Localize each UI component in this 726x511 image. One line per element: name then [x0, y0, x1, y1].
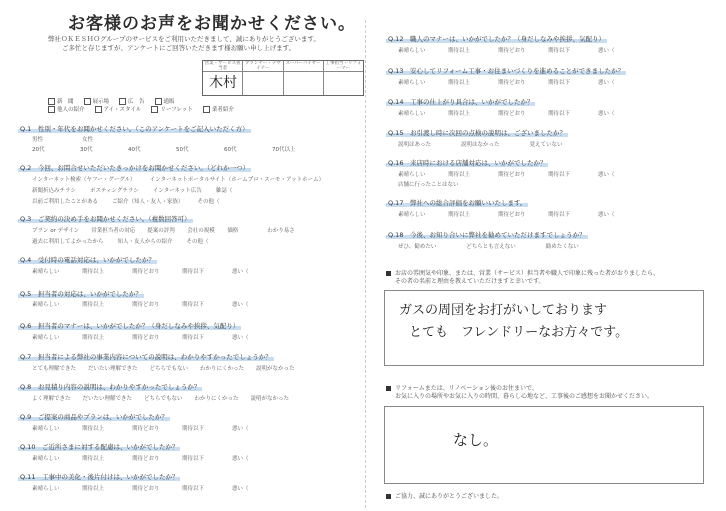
answer-row — [398, 109, 626, 117]
answer-option[interactable]: 悪い（ — [598, 111, 615, 117]
answer-option[interactable]: 期待以下 — [182, 302, 205, 308]
source-label: 新 聞 — [57, 99, 74, 105]
answer-option[interactable]: 価格 — [227, 228, 239, 234]
answer-option[interactable]: 勧めたくない — [545, 244, 579, 250]
answer-option[interactable]: 素晴らしい — [32, 456, 60, 462]
answer-option[interactable]: 期待以上 — [448, 80, 471, 86]
source-label: リーフレット — [160, 107, 193, 113]
answer-option[interactable]: わかり易さ — [267, 228, 295, 234]
label-text: お店の雰囲気や印象、または、営業（サービス）担当者や職人で印象に残った者がおりましたら、 — [395, 270, 660, 277]
staff-cell-planner[interactable] — [243, 61, 283, 95]
answer-row — [398, 242, 579, 250]
answer-row — [32, 364, 295, 372]
answer-option[interactable]: 説明はあった — [398, 142, 431, 148]
answer-row — [32, 333, 260, 341]
answer-option[interactable]: 期待以下 — [182, 269, 205, 275]
question-q4 — [18, 255, 157, 264]
question-text: Q.12 職人のマナーは、いかがでしたか？（身だしなみや挨拶、気配り） — [388, 35, 605, 43]
answer-option[interactable]: だいたい理解できた — [82, 396, 133, 402]
label-text: お気に入りの場所やお気に入りの時間、暮らし心地など、工事後のご感想をお聞かせください。 — [395, 393, 654, 400]
staff-cell-sales[interactable] — [203, 61, 243, 95]
checkbox-icon — [203, 106, 210, 113]
answer-option[interactable]: 雑誌（ — [215, 188, 233, 194]
question-q13 — [386, 66, 626, 75]
answer-option[interactable]: 素晴らしい — [398, 212, 426, 218]
answer-option[interactable]: わかりにくかった — [199, 366, 244, 372]
handwritten-comment: なし。 — [453, 431, 499, 449]
question-q6 — [18, 321, 241, 330]
answer-option[interactable]: 素晴らしい — [398, 48, 426, 54]
answer-row — [32, 175, 324, 183]
answer-row — [32, 186, 244, 194]
answer-option[interactable]: 素晴らしい — [398, 80, 426, 86]
comment1-box[interactable] — [384, 290, 704, 366]
label-text: リフォームまたは、リノベーション後のお住まいで、 — [395, 385, 538, 392]
answer-option[interactable]: 新聞折込みチラシ — [32, 188, 77, 194]
handwritten-line-1: ガスの周団をお打がいしております — [399, 303, 608, 318]
answer-option[interactable]: どちらでもない — [149, 366, 188, 372]
answer-option[interactable]: プラン or デザイン — [32, 228, 80, 234]
answer-option[interactable]: 素晴らしい — [398, 111, 426, 117]
source-label: アイ・スタイル — [103, 107, 142, 113]
comment2-box[interactable] — [384, 406, 704, 484]
answer-row — [398, 180, 459, 188]
answer-option[interactable]: 悪い（ — [232, 486, 249, 492]
staff-signature: 木村 — [209, 75, 237, 91]
answer-option[interactable]: 期待以上 — [82, 486, 105, 492]
source-label: 業者紹介 — [211, 107, 234, 113]
intro-line-1: 弊社ＯＫＥＳＨＯグループのサービスをご利用いただきまして、誠にありがとうございます。 — [48, 35, 320, 43]
answer-option[interactable]: わかりにくかった — [194, 396, 239, 402]
question-text: Q.10 ご近所さまに対する配慮は、いかがでしたか？ — [20, 443, 179, 451]
answer-row — [32, 197, 226, 205]
answer-option[interactable]: ご紹介（知人・友人・家族） — [112, 199, 184, 205]
answer-option[interactable]: 期待以上 — [448, 48, 471, 54]
question-q14 — [386, 97, 535, 106]
answer-option[interactable]: 50代 — [176, 147, 189, 153]
question-q12 — [386, 34, 607, 43]
question-text: Q.17 弊社への総合評価をお願いいたします。 — [388, 199, 527, 207]
answer-option[interactable]: 期待以下 — [182, 335, 205, 341]
intro-line-2: ご多忙と存じますが、アンケートにご回答いただきます様お願い申し上げます。 — [62, 44, 296, 52]
answer-option[interactable]: 60代 — [224, 147, 237, 153]
answer-option[interactable]: 説明はなかった — [460, 142, 500, 148]
checkbox-icon — [48, 106, 55, 113]
question-text: Q.13 安心してリフォーム工事・お住まいづくりを進めることができましたか？ — [388, 67, 625, 75]
staff-col-label: プランナー・デザイナー — [244, 61, 281, 71]
source-label: 展示場 — [92, 99, 110, 105]
answer-row — [32, 226, 295, 234]
comment1-label — [386, 270, 659, 286]
staff-col-label: スーパーバイザー — [284, 61, 323, 72]
staff-cell-construction[interactable] — [324, 61, 363, 95]
answer-option[interactable]: 70代以上 — [272, 147, 296, 153]
page-divider — [365, 20, 366, 508]
question-q1 — [18, 124, 251, 133]
question-q8 — [18, 382, 202, 391]
comment2-label — [386, 385, 653, 401]
answer-option[interactable]: 期待以下 — [182, 426, 205, 432]
source-check-item[interactable] — [119, 97, 145, 105]
staff-col-label: 営業・サービス担当者 — [204, 61, 241, 71]
answer-option[interactable]: 期待どおり — [132, 302, 160, 308]
answer-option[interactable]: 期待どおり — [498, 48, 526, 54]
answer-option[interactable]: 悪い（ — [598, 172, 615, 178]
question-text: Q.6 担当者のマナーは、いかがでしたか？（身だしなみや挨拶、気配り） — [20, 322, 240, 330]
answer-option[interactable]: 店舗に行ったことはない — [398, 182, 459, 188]
answer-option[interactable]: その他（ — [186, 239, 209, 245]
answer-option[interactable]: 期待以下 — [548, 172, 571, 178]
answer-option[interactable]: 説明がなかった — [250, 396, 290, 402]
answer-option[interactable]: だいたい理解できた — [88, 366, 138, 372]
answer-row — [32, 135, 110, 143]
question-text: Q.1 性別・年代をお聞かせください。（このアンケートをご記入いただく方） — [20, 125, 249, 133]
question-q3 — [18, 214, 193, 223]
answer-option[interactable]: よく理解できた — [32, 396, 71, 402]
page-title: お客様のお声をお聞かせください。 — [68, 14, 356, 34]
answer-option[interactable]: 期待どおり — [132, 486, 160, 492]
question-text: Q.8 お見積り内容の説明は、わかりやすかったでしょうか？ — [20, 383, 201, 391]
answer-option[interactable]: 悪い（ — [598, 48, 615, 54]
source-check-row-1 — [48, 97, 175, 105]
answer-option[interactable]: 期待以下 — [548, 48, 571, 54]
bullet-icon — [386, 494, 391, 499]
source-check-row-2 — [48, 105, 234, 113]
answer-row — [32, 394, 289, 402]
answer-option[interactable]: 期待以上 — [448, 172, 471, 178]
answer-option[interactable]: 知人・友人からの紹介 — [117, 239, 173, 245]
answer-option[interactable]: 期待どおり — [498, 80, 526, 86]
question-text: Q.3 ご契約の決め手をお聞かせください。（複数回答可） — [20, 215, 191, 223]
answer-option[interactable]: 期待以下 — [548, 80, 571, 86]
answer-option[interactable]: 期待以上 — [82, 426, 105, 432]
answer-option[interactable]: 悪い（ — [232, 456, 249, 462]
checkbox-icon — [95, 106, 102, 113]
answer-option[interactable]: ぜひ、勧めたい — [398, 244, 437, 250]
answer-option[interactable]: 期待以下 — [182, 486, 205, 492]
answer-option[interactable]: 素晴らしい — [32, 269, 60, 275]
answer-option[interactable]: インターネットポータルサイト（ホームプロ・スーモ・アットホーム） — [149, 177, 325, 183]
footer-text: ご協力、誠にありがとうございました。 — [395, 493, 504, 500]
question-q2 — [18, 163, 251, 172]
checkbox-icon — [151, 106, 158, 113]
answer-option[interactable]: ポスティングチラシ — [90, 188, 139, 194]
staff-table — [202, 60, 364, 96]
answer-option[interactable]: 悪い（ — [598, 80, 615, 86]
answer-option[interactable]: 期待どおり — [498, 111, 526, 117]
answer-option[interactable]: 悪い（ — [232, 335, 249, 341]
checkbox-icon — [84, 98, 91, 105]
answer-option[interactable]: 期待以上 — [82, 302, 105, 308]
answer-option[interactable]: 期待どおり — [132, 335, 160, 341]
answer-option[interactable]: 期待以上 — [82, 269, 105, 275]
answer-option[interactable]: 期待以下 — [548, 111, 571, 117]
answer-row — [32, 145, 300, 153]
question-text: Q.5 担当者の対応は、いかがでしたか？ — [20, 290, 142, 298]
answer-option[interactable]: 悪い（ — [232, 269, 249, 275]
answer-option[interactable]: 20代 — [32, 147, 45, 153]
question-q17 — [386, 198, 528, 207]
question-text: Q.16 来店時における店舗対応は、いかがでしたか？ — [388, 159, 547, 167]
source-check-item[interactable] — [48, 105, 85, 113]
answer-option[interactable]: 提案の評判 — [147, 228, 175, 234]
answer-row — [32, 424, 260, 432]
answer-option[interactable]: 40代 — [128, 147, 141, 153]
question-q9 — [18, 412, 170, 421]
checkbox-icon — [119, 98, 126, 105]
question-q15 — [386, 128, 568, 137]
answer-row — [32, 454, 260, 462]
question-q10 — [18, 442, 180, 451]
source-check-item[interactable] — [155, 97, 175, 105]
answer-row — [32, 237, 215, 245]
answer-option[interactable]: 説明がなかった — [256, 366, 295, 372]
answer-option[interactable]: 期待どおり — [132, 426, 160, 432]
checkbox-icon — [155, 98, 162, 105]
answer-option[interactable]: その他（ — [197, 199, 220, 205]
answer-row — [398, 170, 626, 178]
answer-option[interactable]: 素晴らしい — [32, 302, 60, 308]
answer-option[interactable]: 以前ご利用したことがある — [32, 199, 99, 205]
answer-option[interactable]: 素晴らしい — [32, 426, 60, 432]
answer-row — [32, 267, 260, 275]
question-text: Q.15 お引渡し時に次回の点検の説明は、ございましたか？ — [388, 129, 566, 137]
answer-option[interactable]: インターネット検索（ヤフー・グーグル） — [32, 177, 136, 183]
answer-option[interactable]: 会社の規模 — [187, 228, 215, 234]
bullet-icon — [386, 271, 391, 276]
question-q11 — [18, 472, 180, 481]
answer-option[interactable]: 営業担当者の対応 — [91, 228, 136, 234]
answer-option[interactable]: とても理解できた — [32, 366, 77, 372]
source-check-item[interactable] — [95, 105, 142, 113]
answer-option[interactable]: 期待以上 — [82, 335, 105, 341]
answer-option[interactable]: 30代 — [80, 147, 93, 153]
answer-option[interactable]: 期待以上 — [448, 212, 471, 218]
source-check-item[interactable] — [151, 105, 192, 113]
answer-option[interactable]: 女性 — [82, 137, 94, 143]
staff-cell-supervisor[interactable] — [284, 61, 324, 95]
answer-option[interactable]: 期待以下 — [182, 456, 205, 462]
answer-option[interactable]: 素晴らしい — [32, 486, 60, 492]
question-q5 — [18, 289, 144, 298]
question-q7 — [18, 352, 274, 361]
answer-option[interactable]: 素晴らしい — [398, 172, 426, 178]
question-text: Q.14 工事の仕上がり具合は、いかがでしたか？ — [388, 98, 534, 106]
question-text: Q.18 今後、お知り合いに弊社を勧めていただけますでしょうか？ — [388, 231, 586, 239]
answer-option[interactable]: 期待以上 — [82, 456, 105, 462]
answer-option[interactable]: 期待以下 — [548, 212, 571, 218]
answer-row — [398, 140, 562, 148]
answer-option[interactable]: 悪い（ — [232, 302, 249, 308]
answer-option[interactable]: 期待どおり — [132, 269, 160, 275]
source-check-item[interactable] — [84, 97, 110, 105]
source-check-item[interactable] — [48, 97, 74, 105]
source-check-item[interactable] — [203, 105, 234, 113]
answer-row — [32, 300, 260, 308]
footer — [386, 493, 503, 501]
answer-option[interactable]: 素晴らしい — [32, 335, 60, 341]
answer-row — [398, 210, 626, 218]
question-text: Q.2 今回、お問合せいただいたきっかけをお聞かせください。（どれか一つ） — [20, 164, 250, 172]
answer-option[interactable]: 悪い（ — [232, 426, 249, 432]
answer-option[interactable]: 期待どおり — [498, 212, 526, 218]
source-label: 他人の紹介 — [57, 107, 85, 113]
checkbox-icon — [48, 98, 55, 105]
answer-option[interactable]: 悪い（ — [598, 212, 615, 218]
staff-col-label: 工事担当・リフォーマー — [325, 61, 362, 71]
question-q16 — [386, 158, 548, 167]
question-text: Q.7 担当者による弊社の事業内容についての説明は、わかりやすかったでしょうか？ — [20, 353, 272, 361]
answer-option[interactable]: 覚えていない — [529, 142, 563, 148]
answer-option[interactable]: 期待どおり — [498, 172, 526, 178]
question-text: Q.4 受付時の電話対応は、いかがでしたか？ — [20, 256, 155, 264]
answer-row — [398, 78, 626, 86]
handwritten-line-2: とても フレンドリーなお方々です。 — [409, 325, 629, 340]
answer-row — [32, 484, 260, 492]
bullet-icon — [386, 386, 391, 391]
answer-option[interactable]: 期待どおり — [132, 456, 160, 462]
question-text: Q.11 工事中の美化・後片付けは、いかがでしたか？ — [20, 473, 179, 481]
source-label: 広 告 — [128, 99, 145, 105]
answer-option[interactable]: どちらとも言えない — [466, 244, 516, 250]
question-q18 — [386, 230, 588, 239]
answer-row — [398, 46, 626, 54]
answer-option[interactable]: 男性 — [32, 137, 44, 143]
source-label: 通販 — [163, 99, 175, 105]
question-text: Q.9 ご提案の商品やプランは、いかがでしたか？ — [20, 413, 168, 421]
label-text: その者の名前と理由を教えていただけますと幸いです。 — [395, 278, 545, 285]
answer-option[interactable]: 期待以上 — [448, 111, 471, 117]
answer-option[interactable]: 過去に利用してよかったから — [32, 239, 104, 245]
answer-option[interactable]: インターネット広告 — [152, 188, 202, 194]
answer-option[interactable]: どちらでもない — [144, 396, 183, 402]
